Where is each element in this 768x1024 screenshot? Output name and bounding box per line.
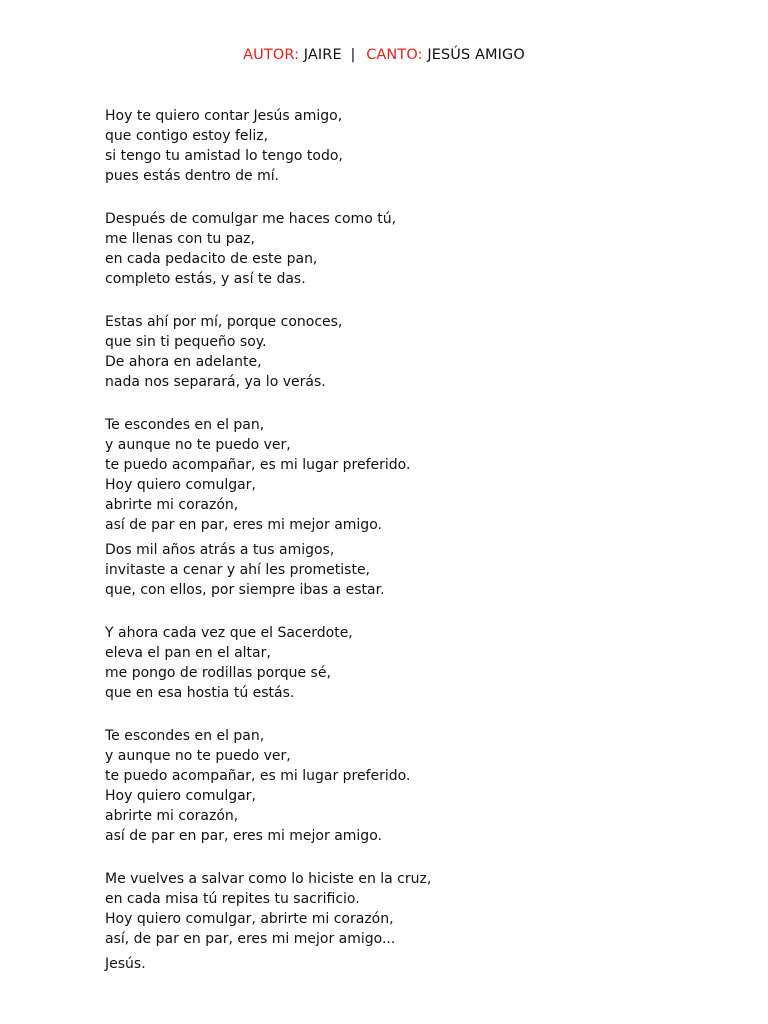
lyric-line: me llenas con tu paz,	[105, 231, 255, 247]
lyric-line: completo estás, y así te das.	[105, 271, 306, 287]
lyric-line: Jesús.	[105, 956, 146, 972]
lyric-line: Después de comulgar me haces como tú,	[105, 211, 397, 227]
stanza-8	[105, 869, 705, 949]
stanza-1	[105, 106, 705, 186]
lyric-line: eleva el pan en el altar,	[105, 645, 271, 661]
stanza-7-chorus	[105, 726, 705, 846]
lyric-line: abrirte mi corazón,	[105, 808, 239, 824]
lyric-line: nada nos separará, ya lo verás.	[105, 374, 326, 390]
lyric-line: Me vuelves a salvar como lo hiciste en la cruz,	[105, 871, 432, 887]
lyric-line: y aunque no te puedo ver,	[105, 437, 291, 453]
lyric-line: Hoy quiero comulgar,	[105, 477, 256, 493]
lyric-line: en cada misa tú repites tu sacrificio.	[105, 891, 360, 907]
lyric-line: que sin ti pequeño soy.	[105, 334, 267, 350]
lyric-line: me pongo de rodillas porque sé,	[105, 665, 331, 681]
lyric-line: Hoy quiero comulgar, abrirte mi corazón,	[105, 911, 394, 927]
header-separator: |	[350, 47, 356, 63]
song-label: CANTO:	[366, 47, 423, 63]
lyric-line: De ahora en adelante,	[105, 354, 262, 370]
lyric-line: Y ahora cada vez que el Sacerdote,	[105, 625, 353, 641]
lyric-line: si tengo tu amistad lo tengo todo,	[105, 148, 343, 164]
song-title: JESÚS AMIGO	[427, 47, 525, 63]
lyric-line: así, de par en par, eres mi mejor amigo...	[105, 931, 396, 947]
author-name: JAIRE	[303, 47, 342, 63]
lyric-line: te puedo acompañar, es mi lugar preferido.	[105, 768, 411, 784]
lyric-line: te puedo acompañar, es mi lugar preferido.	[105, 457, 411, 473]
lyric-line: Te escondes en el pan,	[105, 728, 265, 744]
stanza-3	[105, 312, 705, 392]
lyric-line: que, con ellos, por siempre ibas a estar.	[105, 582, 385, 598]
lyric-line: Hoy quiero comulgar,	[105, 788, 256, 804]
lyric-line: Hoy te quiero contar Jesús amigo,	[105, 108, 343, 124]
lyric-line: Estas ahí por mí, porque conoces,	[105, 314, 343, 330]
lyric-line: en cada pedacito de este pan,	[105, 251, 318, 267]
stanza-5	[105, 540, 705, 600]
stanza-4-chorus	[105, 415, 705, 535]
lyric-line: así de par en par, eres mi mejor amigo.	[105, 828, 382, 844]
lyrics-body	[105, 106, 705, 974]
lyric-line: que contigo estoy feliz,	[105, 128, 269, 144]
lyric-line: pues estás dentro de mí.	[105, 168, 280, 184]
lyric-line: que en esa hostia tú estás.	[105, 685, 295, 701]
song-header	[0, 45, 768, 65]
stanza-6	[105, 623, 705, 703]
lyric-line: invitaste a cenar y ahí les prometiste,	[105, 562, 371, 578]
lyric-line: y aunque no te puedo ver,	[105, 748, 291, 764]
stanza-9-closing	[105, 954, 705, 974]
lyric-line: Dos mil años atrás a tus amigos,	[105, 542, 335, 558]
stanza-2	[105, 209, 705, 289]
lyric-line: Te escondes en el pan,	[105, 417, 265, 433]
author-label: AUTOR:	[243, 47, 300, 63]
lyric-line: abrirte mi corazón,	[105, 497, 239, 513]
lyric-line: así de par en par, eres mi mejor amigo.	[105, 517, 382, 533]
